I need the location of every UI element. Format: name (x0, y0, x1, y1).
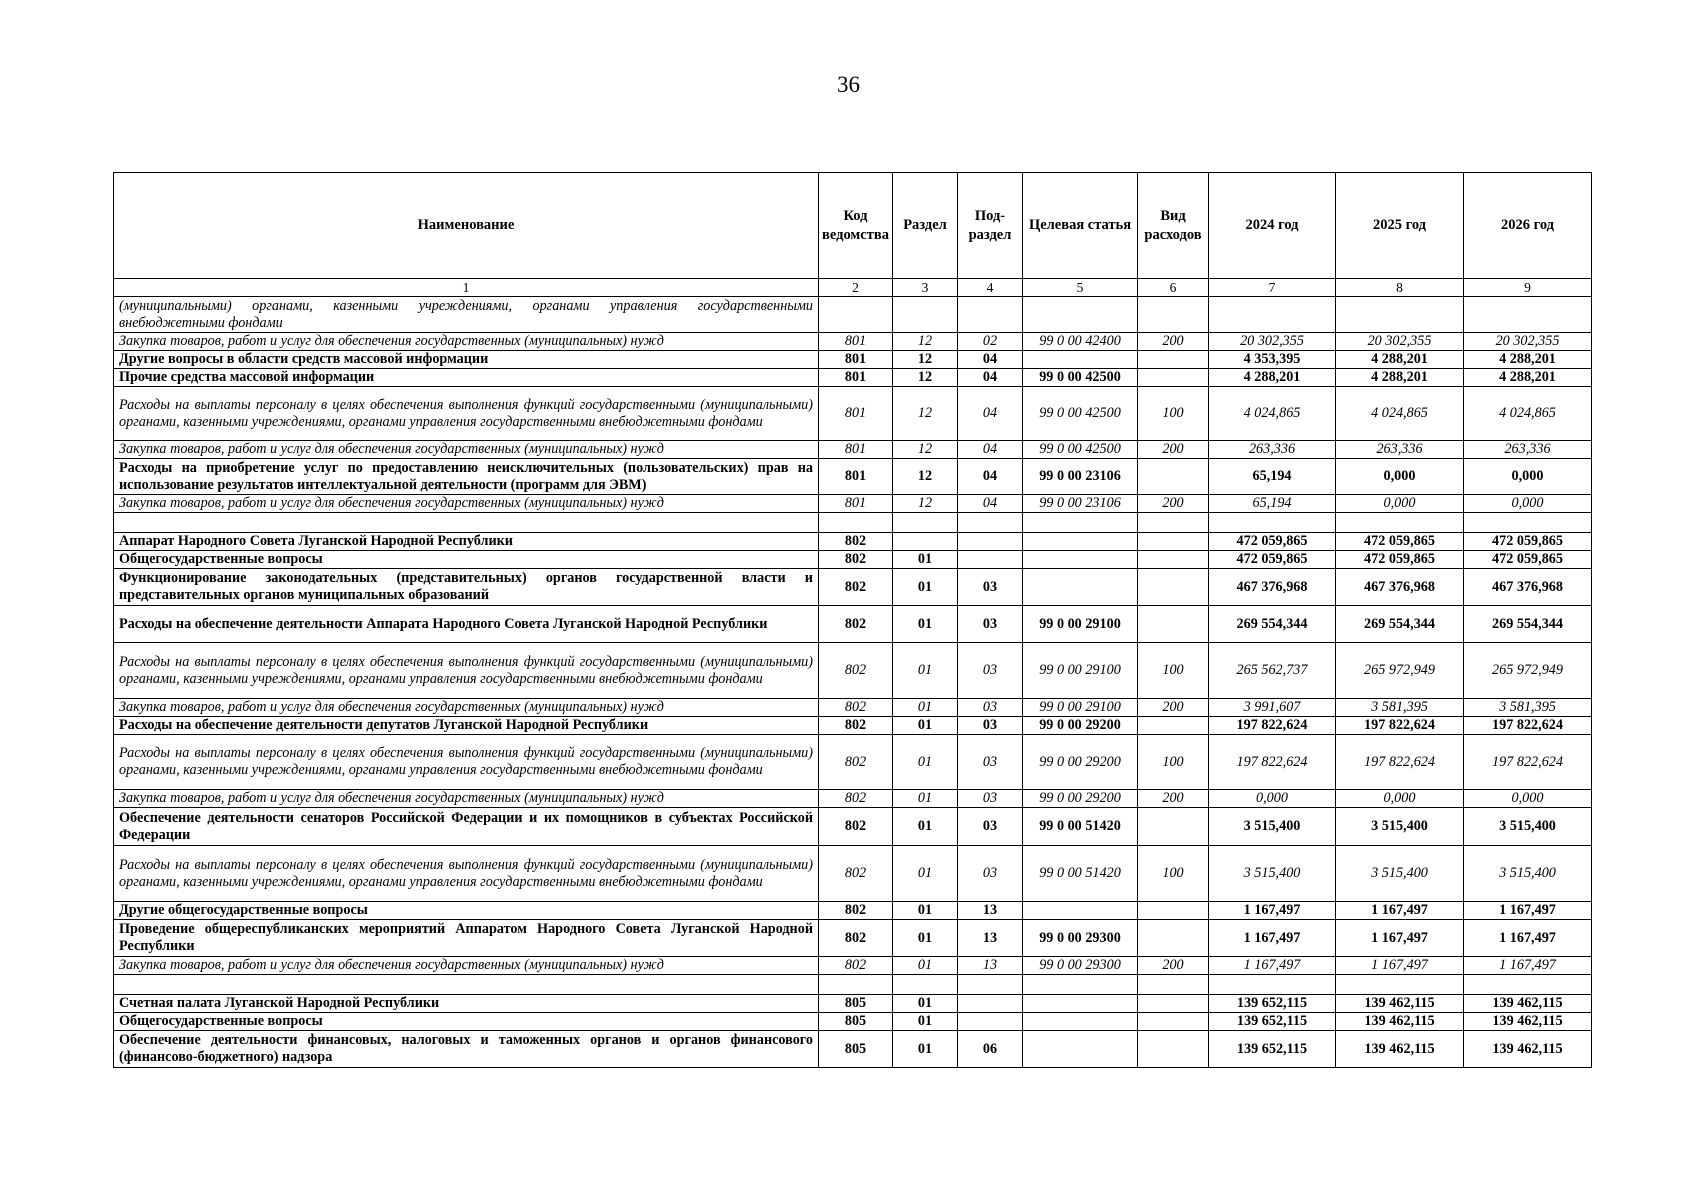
cell-2025: 139 462,115 (1336, 1013, 1464, 1031)
cell-dept-code: 802 (819, 920, 893, 957)
cell-dept-code: 802 (819, 533, 893, 551)
cell-name: Расходы на выплаты персоналу в целях обеспечения выполнения функций государственными (муниципальными) органами, казенными учреждениями, органами управления государственными внебюджетными фондами (114, 643, 819, 699)
cell-subsection: 03 (958, 569, 1023, 606)
cell-name: Закупка товаров, работ и услуг для обеспечения государственных (муниципальных) нужд (114, 441, 819, 459)
cell-target-item (1023, 995, 1138, 1013)
cell-2025: 4 024,865 (1336, 387, 1464, 441)
cell-subsection: 06 (958, 1031, 1023, 1068)
cell-name: Общегосударственные вопросы (114, 1013, 819, 1031)
column-number: 8 (1336, 279, 1464, 297)
cell-expense-type (1138, 459, 1209, 495)
cell-section: 01 (893, 902, 958, 920)
cell-2024: 65,194 (1209, 459, 1336, 495)
cell-section: 01 (893, 551, 958, 569)
cell-name: Расходы на приобретение услуг по предоставлению неисключительных (пользовательских) прав на использование результатов интеллектуальной деятельности (программ для ЭВМ) (114, 459, 819, 495)
cell-target-item: 99 0 00 51420 (1023, 808, 1138, 846)
cell-2026: 3 581,395 (1464, 699, 1592, 717)
cell-2024: 4 024,865 (1209, 387, 1336, 441)
table-row (114, 735, 1592, 790)
cell-name: Обеспечение деятельности финансовых, налоговых и таможенных органов и органов финансового (финансово-бюджетного) надзора (114, 1031, 819, 1068)
table-row (114, 808, 1592, 846)
cell-2026: 0,000 (1464, 459, 1592, 495)
cell-subsection: 03 (958, 699, 1023, 717)
cell-name: Расходы на выплаты персоналу в целях обеспечения выполнения функций государственными (муниципальными) органами, казенными учреждениями, органами управления государственными внебюджетными фондами (114, 846, 819, 902)
cell-name: Аппарат Народного Совета Луганской Народной Республики (114, 533, 819, 551)
cell-dept-code: 802 (819, 790, 893, 808)
cell-name: Закупка товаров, работ и услуг для обеспечения государственных (муниципальных) нужд (114, 333, 819, 351)
table-row (114, 441, 1592, 459)
table-body (114, 297, 1592, 1068)
cell-name: Расходы на обеспечение деятельности Аппарата Народного Совета Луганской Народной Республики (114, 606, 819, 643)
cell-target-item: 99 0 00 42400 (1023, 333, 1138, 351)
cell-section: 01 (893, 717, 958, 735)
cell-2024: 472 059,865 (1209, 533, 1336, 551)
table-row (114, 975, 1592, 995)
cell-expense-type (1138, 902, 1209, 920)
header-year-2024: 2024 год (1209, 173, 1336, 279)
cell-section: 12 (893, 369, 958, 387)
cell-subsection (958, 1013, 1023, 1031)
cell-2026: 0,000 (1464, 495, 1592, 513)
cell-2024: 139 652,115 (1209, 995, 1336, 1013)
cell-name: Расходы на обеспечение деятельности депутатов Луганской Народной Республики (114, 717, 819, 735)
cell-dept-code: 801 (819, 351, 893, 369)
cell-target-item: 99 0 00 29100 (1023, 643, 1138, 699)
cell-expense-type: 100 (1138, 643, 1209, 699)
cell-target-item (1023, 902, 1138, 920)
cell-name: Закупка товаров, работ и услуг для обеспечения государственных (муниципальных) нужд (114, 699, 819, 717)
cell-2025: 197 822,624 (1336, 717, 1464, 735)
cell-section: 01 (893, 920, 958, 957)
cell-2025: 0,000 (1336, 790, 1464, 808)
cell-subsection: 03 (958, 846, 1023, 902)
cell-2024: 263,336 (1209, 441, 1336, 459)
cell-dept-code: 801 (819, 495, 893, 513)
cell-name: Расходы на выплаты персоналу в целях обеспечения выполнения функций государственными (муниципальными) органами, казенными учреждениями, органами управления государственными внебюджетными фондами (114, 387, 819, 441)
column-number: 4 (958, 279, 1023, 297)
column-number: 5 (1023, 279, 1138, 297)
cell-2026: 467 376,968 (1464, 569, 1592, 606)
header-subsection: Под-раздел (958, 173, 1023, 279)
cell-2025: 139 462,115 (1336, 995, 1464, 1013)
cell-name: (муниципальными) органами, казенными учреждениями, органами управления государственными внебюджетными фондами (114, 297, 819, 333)
cell-2024: 1 167,497 (1209, 902, 1336, 920)
cell-target-item (1023, 1031, 1138, 1068)
cell-2025: 197 822,624 (1336, 735, 1464, 790)
cell-dept-code: 801 (819, 387, 893, 441)
cell-2026: 20 302,355 (1464, 333, 1592, 351)
cell-section: 01 (893, 790, 958, 808)
table-row (114, 333, 1592, 351)
cell-2026: 1 167,497 (1464, 920, 1592, 957)
cell-2025: 20 302,355 (1336, 333, 1464, 351)
cell-name: Функционирование законодательных (представительных) органов государственной власти и представительных органов муниципальных образований (114, 569, 819, 606)
cell-subsection: 04 (958, 351, 1023, 369)
cell-2024: 197 822,624 (1209, 735, 1336, 790)
cell-2024: 3 515,400 (1209, 846, 1336, 902)
cell-2026: 263,336 (1464, 441, 1592, 459)
cell-dept-code (819, 975, 893, 995)
cell-dept-code: 802 (819, 717, 893, 735)
cell-expense-type: 200 (1138, 699, 1209, 717)
cell-target-item (1023, 1013, 1138, 1031)
cell-section: 01 (893, 569, 958, 606)
cell-2024: 4 353,395 (1209, 351, 1336, 369)
cell-2026: 0,000 (1464, 790, 1592, 808)
cell-name (114, 513, 819, 533)
table-row (114, 699, 1592, 717)
cell-target-item: 99 0 00 29200 (1023, 735, 1138, 790)
cell-2026: 472 059,865 (1464, 533, 1592, 551)
cell-2025: 0,000 (1336, 495, 1464, 513)
cell-expense-type (1138, 533, 1209, 551)
header-year-2025: 2025 год (1336, 173, 1464, 279)
cell-expense-type (1138, 606, 1209, 643)
table-row (114, 846, 1592, 902)
cell-target-item (1023, 297, 1138, 333)
cell-dept-code: 805 (819, 1031, 893, 1068)
cell-2024: 269 554,344 (1209, 606, 1336, 643)
cell-section: 12 (893, 495, 958, 513)
cell-expense-type: 100 (1138, 387, 1209, 441)
cell-dept-code: 801 (819, 333, 893, 351)
cell-name: Обеспечение деятельности сенаторов Российской Федерации и их помощников в субъектах Российской Федерации (114, 808, 819, 846)
table-row (114, 533, 1592, 551)
cell-2026: 265 972,949 (1464, 643, 1592, 699)
cell-expense-type (1138, 297, 1209, 333)
cell-expense-type: 200 (1138, 495, 1209, 513)
cell-2024: 20 302,355 (1209, 333, 1336, 351)
cell-2024: 65,194 (1209, 495, 1336, 513)
cell-dept-code (819, 297, 893, 333)
cell-subsection: 03 (958, 735, 1023, 790)
cell-2026: 1 167,497 (1464, 902, 1592, 920)
cell-expense-type: 200 (1138, 441, 1209, 459)
cell-section (893, 297, 958, 333)
cell-target-item: 99 0 00 42500 (1023, 387, 1138, 441)
cell-section: 12 (893, 333, 958, 351)
cell-2024: 4 288,201 (1209, 369, 1336, 387)
table-row (114, 920, 1592, 957)
cell-expense-type (1138, 351, 1209, 369)
cell-name: Счетная палата Луганской Народной Республики (114, 995, 819, 1013)
cell-name: Закупка товаров, работ и услуг для обеспечения государственных (муниципальных) нужд (114, 957, 819, 975)
cell-subsection: 04 (958, 495, 1023, 513)
cell-target-item (1023, 513, 1138, 533)
cell-section: 12 (893, 351, 958, 369)
cell-expense-type (1138, 808, 1209, 846)
cell-2026: 4 288,201 (1464, 369, 1592, 387)
cell-expense-type (1138, 975, 1209, 995)
cell-subsection: 03 (958, 808, 1023, 846)
cell-expense-type (1138, 995, 1209, 1013)
cell-dept-code: 801 (819, 369, 893, 387)
table-row (114, 513, 1592, 533)
page-number: 36 (837, 72, 860, 97)
cell-name: Другие общегосударственные вопросы (114, 902, 819, 920)
cell-2025: 4 288,201 (1336, 369, 1464, 387)
cell-target-item: 99 0 00 51420 (1023, 846, 1138, 902)
cell-2024: 265 562,737 (1209, 643, 1336, 699)
cell-2024: 1 167,497 (1209, 957, 1336, 975)
cell-section: 01 (893, 957, 958, 975)
cell-target-item: 99 0 00 42500 (1023, 441, 1138, 459)
column-number: 1 (114, 279, 819, 297)
cell-dept-code: 802 (819, 735, 893, 790)
table-row (114, 1013, 1592, 1031)
column-number: 2 (819, 279, 893, 297)
cell-section: 01 (893, 808, 958, 846)
cell-dept-code: 802 (819, 569, 893, 606)
cell-subsection: 02 (958, 333, 1023, 351)
cell-2026 (1464, 297, 1592, 333)
cell-subsection: 04 (958, 369, 1023, 387)
cell-section (893, 513, 958, 533)
cell-2024 (1209, 297, 1336, 333)
cell-section: 01 (893, 1031, 958, 1068)
cell-2024 (1209, 513, 1336, 533)
cell-expense-type (1138, 369, 1209, 387)
cell-name: Общегосударственные вопросы (114, 551, 819, 569)
cell-dept-code: 801 (819, 459, 893, 495)
cell-2025: 3 515,400 (1336, 846, 1464, 902)
header-expense-type: Вид расходов (1138, 173, 1209, 279)
cell-subsection (958, 297, 1023, 333)
cell-2024: 197 822,624 (1209, 717, 1336, 735)
cell-2025: 472 059,865 (1336, 551, 1464, 569)
cell-2025: 269 554,344 (1336, 606, 1464, 643)
cell-2025: 472 059,865 (1336, 533, 1464, 551)
cell-2025: 3 581,395 (1336, 699, 1464, 717)
cell-2026: 139 462,115 (1464, 995, 1592, 1013)
header-dept-code: Код ведомства (819, 173, 893, 279)
cell-expense-type: 200 (1138, 957, 1209, 975)
header-target-item: Целевая статья (1023, 173, 1138, 279)
cell-subsection: 13 (958, 920, 1023, 957)
cell-expense-type (1138, 513, 1209, 533)
cell-target-item (1023, 533, 1138, 551)
cell-name: Прочие средства массовой информации (114, 369, 819, 387)
cell-target-item: 99 0 00 29100 (1023, 699, 1138, 717)
cell-expense-type (1138, 717, 1209, 735)
cell-dept-code: 805 (819, 1013, 893, 1031)
header-year-2026: 2026 год (1464, 173, 1592, 279)
cell-2026: 139 462,115 (1464, 1013, 1592, 1031)
cell-section: 12 (893, 387, 958, 441)
cell-2026: 197 822,624 (1464, 717, 1592, 735)
cell-dept-code: 802 (819, 551, 893, 569)
cell-section: 01 (893, 606, 958, 643)
cell-2025: 1 167,497 (1336, 920, 1464, 957)
table-row (114, 1031, 1592, 1068)
cell-dept-code: 805 (819, 995, 893, 1013)
cell-target-item (1023, 569, 1138, 606)
table-row (114, 957, 1592, 975)
table-row (114, 297, 1592, 333)
cell-dept-code: 802 (819, 957, 893, 975)
cell-section: 01 (893, 1013, 958, 1031)
table-row (114, 569, 1592, 606)
cell-expense-type: 100 (1138, 846, 1209, 902)
cell-dept-code: 802 (819, 606, 893, 643)
cell-section (893, 533, 958, 551)
cell-section: 01 (893, 699, 958, 717)
cell-subsection (958, 975, 1023, 995)
cell-2024: 467 376,968 (1209, 569, 1336, 606)
cell-2024: 3 515,400 (1209, 808, 1336, 846)
cell-dept-code: 801 (819, 441, 893, 459)
cell-name: Закупка товаров, работ и услуг для обеспечения государственных (муниципальных) нужд (114, 495, 819, 513)
cell-expense-type (1138, 1013, 1209, 1031)
cell-subsection: 04 (958, 459, 1023, 495)
cell-dept-code: 802 (819, 808, 893, 846)
cell-2026: 197 822,624 (1464, 735, 1592, 790)
cell-2026: 3 515,400 (1464, 846, 1592, 902)
cell-2025 (1336, 297, 1464, 333)
cell-2026: 1 167,497 (1464, 957, 1592, 975)
cell-dept-code (819, 513, 893, 533)
cell-2024: 139 652,115 (1209, 1031, 1336, 1068)
cell-2025 (1336, 513, 1464, 533)
cell-section (893, 975, 958, 995)
cell-section: 01 (893, 995, 958, 1013)
cell-2024: 139 652,115 (1209, 1013, 1336, 1031)
table-row (114, 551, 1592, 569)
cell-2026: 269 554,344 (1464, 606, 1592, 643)
cell-2025: 0,000 (1336, 459, 1464, 495)
cell-target-item: 99 0 00 29200 (1023, 790, 1138, 808)
header-name: Наименование (114, 173, 819, 279)
cell-2025: 467 376,968 (1336, 569, 1464, 606)
cell-subsection: 13 (958, 902, 1023, 920)
table-row (114, 459, 1592, 495)
cell-subsection: 04 (958, 387, 1023, 441)
cell-2025: 265 972,949 (1336, 643, 1464, 699)
cell-name: Закупка товаров, работ и услуг для обеспечения государственных (муниципальных) нужд (114, 790, 819, 808)
table-row (114, 606, 1592, 643)
cell-2025: 4 288,201 (1336, 351, 1464, 369)
cell-section: 12 (893, 459, 958, 495)
cell-expense-type: 200 (1138, 790, 1209, 808)
cell-2026: 472 059,865 (1464, 551, 1592, 569)
cell-subsection: 04 (958, 441, 1023, 459)
cell-target-item: 99 0 00 29200 (1023, 717, 1138, 735)
cell-2026: 4 024,865 (1464, 387, 1592, 441)
cell-name: Проведение общереспубликанских мероприятий Аппаратом Народного Совета Луганской Народной Республики (114, 920, 819, 957)
cell-name: Расходы на выплаты персоналу в целях обеспечения выполнения функций государственными (муниципальными) органами, казенными учреждениями, органами управления государственными внебюджетными фондами (114, 735, 819, 790)
cell-2026: 3 515,400 (1464, 808, 1592, 846)
table-row (114, 790, 1592, 808)
cell-subsection: 03 (958, 717, 1023, 735)
cell-subsection: 03 (958, 643, 1023, 699)
cell-expense-type (1138, 551, 1209, 569)
cell-2026 (1464, 975, 1592, 995)
cell-target-item: 99 0 00 29300 (1023, 920, 1138, 957)
table-row (114, 369, 1592, 387)
column-number: 6 (1138, 279, 1209, 297)
cell-2025: 263,336 (1336, 441, 1464, 459)
column-number: 3 (893, 279, 958, 297)
cell-dept-code: 802 (819, 902, 893, 920)
cell-dept-code: 802 (819, 846, 893, 902)
table-row (114, 995, 1592, 1013)
cell-expense-type: 200 (1138, 333, 1209, 351)
table-row (114, 351, 1592, 369)
cell-2025 (1336, 975, 1464, 995)
cell-target-item (1023, 551, 1138, 569)
cell-target-item: 99 0 00 23106 (1023, 459, 1138, 495)
table-row (114, 643, 1592, 699)
cell-section: 01 (893, 643, 958, 699)
cell-2025: 3 515,400 (1336, 808, 1464, 846)
cell-2026: 139 462,115 (1464, 1031, 1592, 1068)
column-number: 7 (1209, 279, 1336, 297)
cell-2024: 1 167,497 (1209, 920, 1336, 957)
cell-expense-type: 100 (1138, 735, 1209, 790)
cell-target-item (1023, 351, 1138, 369)
table-row (114, 717, 1592, 735)
cell-section: 12 (893, 441, 958, 459)
column-number-row (114, 279, 1592, 297)
column-number: 9 (1464, 279, 1592, 297)
cell-name: Другие вопросы в области средств массовой информации (114, 351, 819, 369)
cell-2026 (1464, 513, 1592, 533)
cell-target-item: 99 0 00 42500 (1023, 369, 1138, 387)
cell-subsection (958, 533, 1023, 551)
cell-subsection (958, 995, 1023, 1013)
cell-section: 01 (893, 846, 958, 902)
table-row (114, 902, 1592, 920)
cell-2024: 0,000 (1209, 790, 1336, 808)
cell-2024: 3 991,607 (1209, 699, 1336, 717)
header-row (114, 173, 1592, 279)
cell-expense-type (1138, 920, 1209, 957)
cell-2024: 472 059,865 (1209, 551, 1336, 569)
cell-dept-code: 802 (819, 643, 893, 699)
cell-target-item (1023, 975, 1138, 995)
budget-table (113, 172, 1592, 1068)
cell-subsection: 13 (958, 957, 1023, 975)
cell-2025: 139 462,115 (1336, 1031, 1464, 1068)
table-row (114, 387, 1592, 441)
cell-name (114, 975, 819, 995)
cell-2025: 1 167,497 (1336, 902, 1464, 920)
cell-target-item: 99 0 00 29100 (1023, 606, 1138, 643)
cell-subsection: 03 (958, 790, 1023, 808)
cell-section: 01 (893, 735, 958, 790)
table-row (114, 495, 1592, 513)
cell-expense-type (1138, 1031, 1209, 1068)
cell-target-item: 99 0 00 29300 (1023, 957, 1138, 975)
cell-subsection (958, 551, 1023, 569)
cell-expense-type (1138, 569, 1209, 606)
cell-target-item: 99 0 00 23106 (1023, 495, 1138, 513)
cell-2025: 1 167,497 (1336, 957, 1464, 975)
cell-2026: 4 288,201 (1464, 351, 1592, 369)
header-section: Раздел (893, 173, 958, 279)
cell-dept-code: 802 (819, 699, 893, 717)
cell-subsection: 03 (958, 606, 1023, 643)
cell-2024 (1209, 975, 1336, 995)
cell-subsection (958, 513, 1023, 533)
